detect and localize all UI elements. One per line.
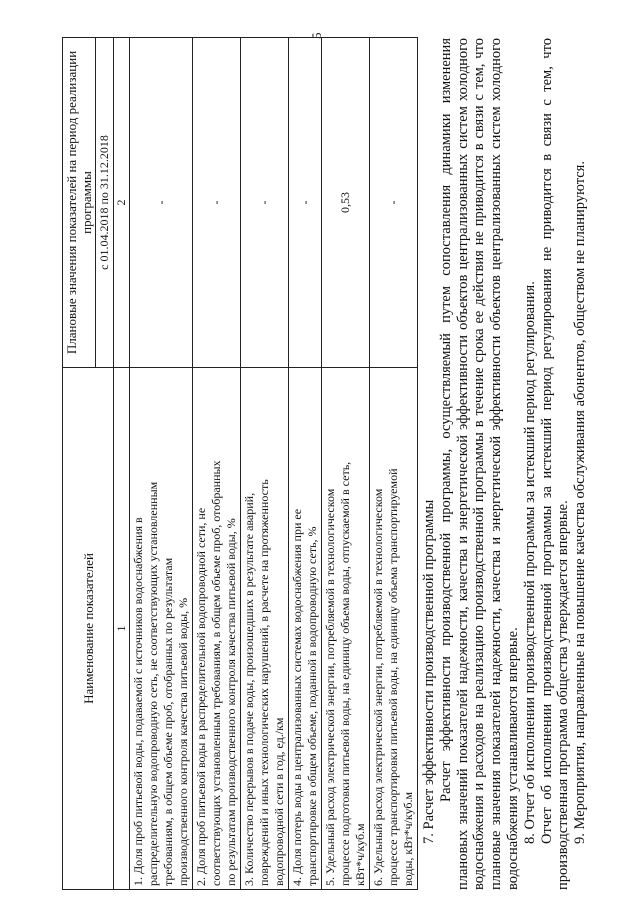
indicator-value: - <box>289 38 322 368</box>
column-index-2: 2 <box>114 38 130 368</box>
table-index-row <box>114 38 130 890</box>
table-header-row <box>63 38 96 890</box>
table-row <box>193 38 241 890</box>
table-row <box>322 38 370 890</box>
section-8-paragraph: Отчет об исполнении производственной программы за истекший период регулирования не приводится в связи с тем, что производственная программа общества утверждается впервые. <box>538 38 572 890</box>
header-planned-values: Плановые значения показателей на период реализации программы <box>63 38 96 368</box>
table-row <box>289 38 322 890</box>
indicator-value: - <box>241 38 289 368</box>
indicator-value: - <box>370 38 418 368</box>
indicators-table <box>62 37 418 890</box>
table-row <box>370 38 418 890</box>
table-row <box>241 38 289 890</box>
page-number: 5 <box>309 32 324 39</box>
section-8-heading: 8. Отчет об исполнении производственной программы за истекший период регулирования. <box>521 281 538 844</box>
indicator-value: - <box>130 38 193 368</box>
indicator-name: 4. Доля потерь воды в централизованных системах водоснабжения при ее транспортировке в общем объеме, поданной в водопроводную сеть, % <box>289 368 322 890</box>
section-7-paragraph: Расчет эффективности производственной программы, осуществляемый путем сопоставления динамики изменения плановых значений показателей надежности, качества и энергетической эффективности объектов централизованных систем холодного водоснабжения и расходов на реализацию производственной программы в течение срока ее действия не приводится в связи с тем, что плановые значения показателей надежности, качества и энергетической эффективности объектов централизованных систем холодного водоснабжения устанавливаются впервые. <box>437 38 521 890</box>
indicator-value: - <box>193 38 241 368</box>
table-row <box>130 38 193 890</box>
header-period: с 01.04.2018 по 31.12.2018 <box>96 38 114 368</box>
indicator-name: 1. Доля проб питьевой воды, подаваемой с источников водоснабжения в распределительную водопроводную сеть, не соответствующих установленным требованиям, в общем объеме проб, отобранных по результатам производственного контроля качества питьевой воды, % <box>130 368 193 890</box>
indicator-value: 0,53 <box>322 38 370 368</box>
header-indicator-name: Наименование показателей <box>63 368 114 890</box>
indicator-name: 6. Удельный расход электрической энергии, потребляемой в технологическом процессе транспортировки питьевой воды, на единицу объема транспортируемой воды, кВт*ч/куб.м <box>370 368 418 890</box>
body-text <box>421 38 589 890</box>
section-9-item: 9. Мероприятия, направленные на повышение качества обслуживания абонентов, обществом не планируются. <box>572 161 589 844</box>
indicator-name: 3. Количество перерывов в подаче воды, произошедших в результате аварий, повреждений и иных технологических нарушений, в расчете на протяженность водопроводной сети в год, ед./км <box>241 368 289 890</box>
indicator-name: 5. Удельный расход электрической энергии, потребляемой в технологическом процессе подготовки питьевой воды, на единицу объема воды, отпускаемой в сеть, кВт*ч/куб.м <box>322 368 370 890</box>
column-index-1: 1 <box>114 368 130 890</box>
indicator-name: 2. Доля проб питьевой воды в распределительной водопроводной сети, не соответствующих установленным требованиям, в общем объеме проб, отобранных по результатам производственного контроля качества питьевой воды, % <box>193 368 241 890</box>
section-7-heading: 7. Расчет эффективности производственной программы <box>421 499 437 844</box>
